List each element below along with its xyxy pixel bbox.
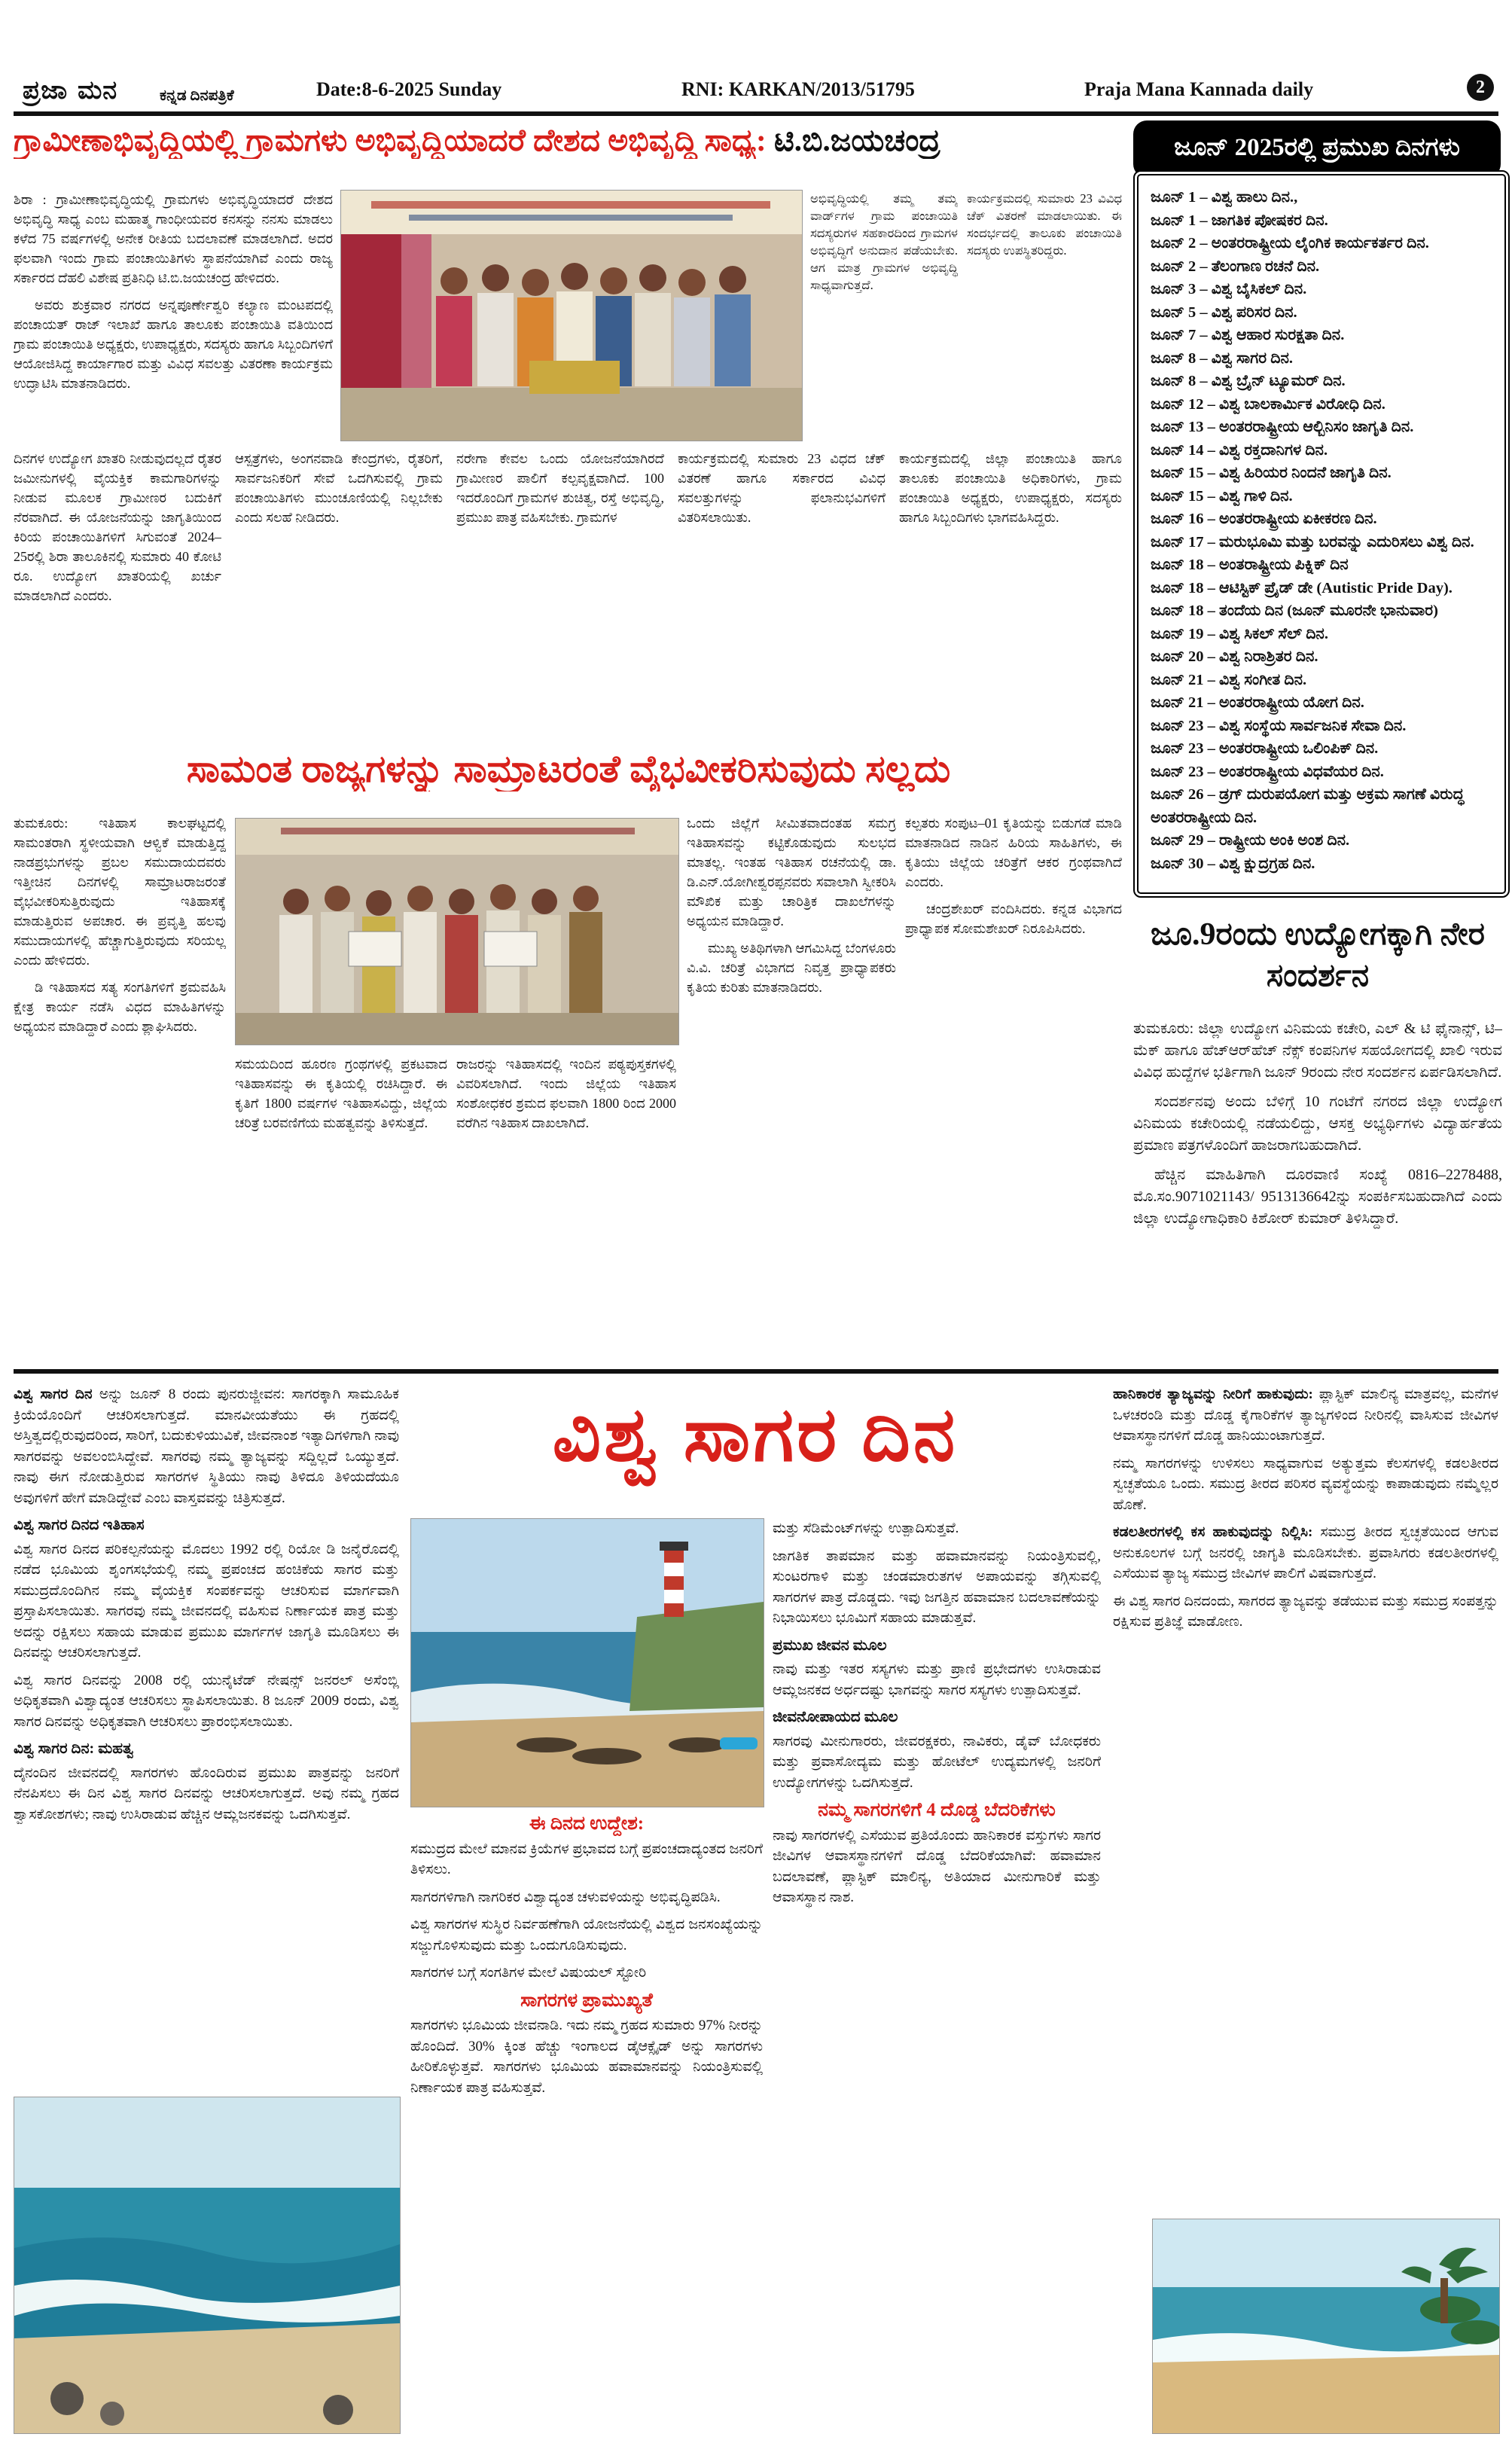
list-item: ಜೂನ್ 13 – ಅಂತರರಾಷ್ಟ್ರೀಯ ಆಲ್ಬಿನಿಸಂ ಜಾಗೃತಿ ದಿನ. (1151, 419, 1414, 435)
article1-headline-red: ಗ್ರಾಮೀಣಾಭಿವೃದ್ಧಿಯಲ್ಲಿ ಗ್ರಾಮಗಳು ಅಭಿವೃದ್ಧಿಯಾದರೆ ದೇಶದ ಅಭಿವೃದ್ಧಿ ಸಾಧ್ಯ: (14, 123, 774, 157)
list-item: ಜೂನ್ 12 – ವಿಶ್ವ ಬಾಲಕಾರ್ಮಿಕ ವಿರೋಧಿ ದಿನ. (1151, 395, 1385, 413)
paragraph: ನರೇಗಾ ಕೇವಲ ಒಂದು ಯೋಜನೆಯಾಗಿರದೆ ಗ್ರಾಮೀಣರ ಪಾಲಿಗೆ ಕಲ್ಪವೃಕ್ಷವಾಗಿದೆ. 100 ಇದರೊಂದಿಗೆ ಗ್ರಾಮಗಳ ಶುಚಿತ್ವ, ರಸ್ತೆ ಅಭಿವೃದ್ಧಿ, ಪ್ರಮುಖ ಪಾತ್ರ ವಹಿಸಬೇಕು. ಗ್ರಾಮಗಳ (456, 451, 664, 525)
list-item: ಜೂನ್ 3 – ವಿಶ್ವ ಬೈಸಿಕಲ್ ದಿನ. (1151, 281, 1307, 297)
paragraph: ಒಂದು ಜಿಲ್ಲೆಗೆ ಸೀಮಿತವಾದಂತಹ ಸಮಗ್ರ ಇತಿಹಾಸವನ್ನು ಕಟ್ಟಿಕೊಡುವುದು ಸುಲಭದ ಮಾತಲ್ಲ. ಇಂತಹ ಇತಿಹಾಸ ರಚನೆಯಲ್ಲಿ ಡಾ. ಡಿ.ಎನ್.ಯೋಗೀಶ್ವರಪ್ಪನವರು ಸವಾಲಾಗಿ ಸ್ವೀಕರಿಸಿ ಮೌಖಿಕ ಮತ್ತು ಚಾರಿತ್ರಿಕ ದಾಖಲೆಗಳನ್ನು ಅಧ್ಯಯನ ಮಾಡಿದ್ದಾರೆ. (687, 816, 896, 929)
article1-col-e (899, 449, 1122, 703)
article2-col3 (687, 813, 896, 1363)
list-item: ಜೂನ್ 15 – ವಿಶ್ವ ಗಾಳಿ ದಿನ. (1151, 487, 1293, 505)
list-item: ಜೂನ್ 2 – ತೆಲಂಗಾಣ ರಚನೆ ದಿನ. (1151, 258, 1320, 275)
article2-col-b1 (235, 1054, 447, 1362)
article1-col-c (456, 449, 664, 703)
paragraph (1113, 1522, 1498, 1585)
lead-rest: ಅನ್ನು ಜೂನ್ 8 ರಂದು ಪುನರುಜ್ಜೀವನ: ಸಾಗರಕ್ಕಾಗಿ ಸಾಮೂಹಿಕ ಕ್ರಿಯೆಯೊಂದಿಗೆ ಆಚರಿಸಲಾಗುತ್ತದೆ. ಮಾನವೀಯತೆಯು ಈ ಗ್ರಹದಲ್ಲಿ ಅಸ್ತಿತ್ವದಲ್ಲಿರುವುದರಿಂದ, ಸಾರಿಗೆ, ಬದುಕುಳಿಯುವಿಕೆ, ಜೀವನಾಂಶ ಇತ್ಯಾದಿಗಳಿಗಾಗಿ ನಾವು ಸಾಗರವನ್ನು ಅವಲಂಬಿಸಿದ್ದೇವೆ. ಸಾಗರವು ನಮ್ಮ ತ್ಯಾಜ್ಯವನ್ನು ಸದ್ದಿಲ್ಲದೆ ಒಯ್ಯುತ್ತದೆ. ನಾವು ಈಗ ನೋಡುತ್ತಿರುವ ಸಾಗರಗಳ ಸ್ಥಿತಿಯು ನಾವು ತಿಳಿದೂ ತಿಳಿಯದೆಯೂ ಅವುಗಳಿಗೆ ಹೇಗೆ ಮಾಡಿದ್ದೇವೆ ಎಂಬ ವಾಸ್ತವವನ್ನು ಚಿತ್ರಿಸುತ್ತದೆ. (14, 1386, 399, 1506)
paragraph: ಹೆಚ್ಚಿನ ಮಾಹಿತಿಗಾಗಿ ದೂರವಾಣಿ ಸಂಖ್ಯೆ 0816–2278488, ಮೊ.ಸಂ.9071021143/ 9513136642ನ್ನು ಸಂಪರ್ಕಿಸಬಹುದಾಗಿದೆ ಎಂದು ಜಿಲ್ಲಾ ಉದ್ಯೋಗಾಧಿಕಾರಿ ಕಿಶೋರ್ ಕುಮಾರ್ ತಿಳಿಸಿದ್ದಾರೆ. (1133, 1167, 1502, 1227)
list-item: ಜೂನ್ 1 – ಜಾಗತಿಕ ಪೋಷಕರ ದಿನ. (1151, 212, 1328, 229)
list-item: ಜೂನ್ 7 – ವಿಶ್ವ ಆಹಾರ ಸುರಕ್ಷತಾ ದಿನ. (1151, 327, 1345, 343)
edition-date: Date:8-6-2025 Sunday (316, 78, 502, 100)
rni-number: RNI: KARKAN/2013/51795 (681, 78, 915, 100)
paragraph: ಮುಖ್ಯ ಅತಿಥಿಗಳಾಗಿ ಆಗಮಿಸಿದ್ದ ಬೆಂಗಳೂರು ವಿ.ವಿ. ಚರಿತ್ರೆ ವಿಭಾಗದ ನಿವೃತ್ತ ಪ್ರಾಧ್ಯಾಪಕರು ಕೃತಿಯ ಕುರಿತು ಮಾತನಾಡಿದರು. (687, 941, 896, 995)
article2-col4 (905, 813, 1122, 1363)
lead-in: ಕಡಲತೀರಗಳಲ್ಲಿ ಕಸ ಹಾಕುವುದನ್ನು ನಿಲ್ಲಿಸಿ: (1113, 1524, 1313, 1540)
photo-beach-waves (14, 2097, 401, 2434)
photo-book-release (235, 818, 679, 1045)
article2-col-b2 (456, 1054, 676, 1362)
paragraph (14, 1384, 399, 1508)
livelihood-subhead: ಜೀವನೋಪಾಯದ ಮೂಲ (773, 1709, 898, 1725)
article1-col-b (235, 449, 443, 703)
list-item: ಜೂನ್ 21 – ವಿಶ್ವ ಸಂಗೀತ ದಿನ. (1151, 671, 1307, 688)
ocean-day-headline: ವಿಶ್ವ ಸಾಗರ ದಿನ (552, 1393, 959, 1477)
list-item: ಜೂನ್ 23 – ವಿಶ್ವ ಸಂಸ್ಥೆಯ ಸಾರ್ವಜನಿಕ ಸೇವಾ ದಿನ. (1151, 717, 1407, 734)
paragraph: ಆಸ್ಪತ್ರೆಗಳು, ಅಂಗನವಾಡಿ ಕೇಂದ್ರಗಳು, ರೈತರಿಗೆ, ಸಾರ್ವಜನಿಕರಿಗೆ ಸೇವೆ ಒದಗಿಸುವಲ್ಲಿ ಗ್ರಾಮ ಪಂಚಾಯಿತಿಗಳು ಮುಂಚೂಣಿಯಲ್ಲಿ ನಿಲ್ಲಬೇಕು ಎಂದು ಸಲಹೆ ನೀಡಿದರು. (235, 451, 443, 525)
paragraph: ದೈನಂದಿನ ಜೀವನದಲ್ಲಿ ಸಾಗರಗಳು ಹೊಂದಿರುವ ಪ್ರಮುಖ ಪಾತ್ರವನ್ನು ಜನರಿಗೆ ನೆನಪಿಸಲು ಈ ದಿನ ವಿಶ್ವ ಸಾಗರ ದಿನವನ್ನು ಆಚರಿಸಲಾಗುತ್ತದೆ. ಅವು ನಮ್ಮ ಗ್ರಹದ ಶ್ವಾಸಕೋಶಗಳು; ನಾವು ಉಸಿರಾಡುವ ಹೆಚ್ಚಿನ ಆಮ್ಲಜನಕವನ್ನು ಒದಗಿಸುತ್ತವೆ. (14, 1764, 399, 1822)
ocean-col-3 (773, 1518, 1101, 2432)
article1-col-right2 (967, 190, 1122, 440)
list-item: ಜೂನ್ 18 – ಅಂತರಾಷ್ಟ್ರೀಯ ಪಿಕ್ನಿಕ್ ದಿನ (1151, 557, 1349, 573)
list-item: ಜೂನ್ 8 – ವಿಶ್ವ ಬ್ರೈನ್ ಟ್ಯೂಮರ್ ದಿನ. (1151, 373, 1346, 389)
paragraph: ಸಾಗರಗಳ ಬಗ್ಗೆ ಸಂಗತಿಗಳ ಮೇಲೆ ವಿಷುಯಲ್ ಸ್ಟೋರಿ (410, 1965, 647, 1981)
ocean-col-center (410, 1809, 763, 2432)
lead-in: ಹಾನಿಕಾರಕ ತ್ಯಾಜ್ಯವನ್ನು ನೀರಿಗೆ ಹಾಕುವುದು: (1113, 1386, 1313, 1402)
paragraph: ಈ ವಿಶ್ವ ಸಾಗರ ದಿನದಂದು, ಸಾಗರದ ತ್ಯಾಜ್ಯವನ್ನು ತಡೆಯುವ ಮತ್ತು ಸಮುದ್ರ ಸಂಪತ್ತನ್ನು ರಕ್ಷಿಸುವ ಪ್ರತಿಜ್ಞೆ ಮಾಡೋಣ. (1113, 1593, 1498, 1630)
paragraph: ದಿನಗಳ ಉದ್ಯೋಗ ಖಾತರಿ ನೀಡುವುದಲ್ಲದೆ ರೈತರ ಜಮೀನುಗಳಲ್ಲಿ ವೈಯಕ್ತಿಕ ಕಾಮಗಾರಿಗಳನ್ನು ನೀಡುವ ಮೂಲಕ ಗ್ರಾಮೀಣರ ಬದುಕಿಗೆ ನೆರವಾಗಿದೆ. ಈ ಯೋಜನೆಯನ್ನು ಜಾಗೃತಿಯಿಂದ ಕಿರಿಯ ಪಂಚಾಯಿತಿಗಳಿಗೆ ಸಿಗುವಂತೆ 2024–25ರಲ್ಲಿ ಶಿರಾ ತಾಲೂಕಿನಲ್ಲಿ ಸುಮಾರು 40 ಕೋಟಿ ರೂ. ಉದ್ಯೋಗ ಖಾತರಿಯಲ್ಲಿ ಖರ್ಚು ಮಾಡಲಾಗಿದೆ ಎಂದರು. (14, 451, 221, 603)
paper-name-english: Praja Mana Kannada daily (1084, 78, 1314, 100)
paragraph: ಮತ್ತು ಸೆಡಿಮೆಂಟ್‌ಗಳನ್ನು ಉತ್ಪಾದಿಸುತ್ತವೆ. (773, 1520, 959, 1536)
ocean-history-subhead: ವಿಶ್ವ ಸಾಗರ ದಿನದ ಇತಿಹಾಸ (14, 1517, 145, 1533)
paragraph: ಡಿ ಇತಿಹಾಸದ ಸತ್ಯ ಸಂಗತಿಗಳಿಗೆ ಶ್ರಮವಹಿಸಿ ಕ್ಷೇತ್ರ ಕಾರ್ಯ ನಡೆಸಿ ವಿಧದ ಮಾಹಿತಿಗಳನ್ನು ಅಧ್ಯಯನ ಮಾಡಿದ್ದಾರೆ ಎಂದು ಶ್ಲಾಘಿಸಿದರು. (14, 980, 226, 1034)
photo-lighthouse-beach (410, 1518, 764, 1807)
header-rule (14, 111, 1498, 116)
sidebar-june-days-box (1133, 170, 1510, 898)
jobs-headline: ಜೂ.9ರಂದು ಉದ್ಯೋಗಕ್ಕಾಗಿ ನೇರ ಸಂದರ್ಶನ (1151, 917, 1485, 993)
list-item: ಜೂನ್ 23 – ಅಂತರರಾಷ್ಟ್ರೀಯ ಒಲಿಂಪಿಕ್ ದಿನ. (1151, 740, 1379, 757)
list-item: ಜೂನ್ 17 – ಮರುಭೂಮಿ ಮತ್ತು ಬರವನ್ನು ಎದುರಿಸಲು ವಿಶ್ವ ದಿನ. (1151, 533, 1474, 551)
paragraph: ಅವರು ಶುಕ್ರವಾರ ನಗರದ ಅನ್ನಪೂರ್ಣೇಶ್ವರಿ ಕಲ್ಯಾಣ ಮಂಟಪದಲ್ಲಿ ಪಂಚಾಯತ್ ರಾಜ್ ಇಲಾಖೆ ಹಾಗೂ ತಾಲೂಕು ಪಂಚಾಯಿತಿ ವತಿಯಿಂದ ಗ್ರಾಮ ಪಂಚಾಯಿತಿ ಅಧ್ಯಕ್ಷರು, ಉಪಾಧ್ಯಕ್ಷರು, ಸದಸ್ಯರು ಹಾಗೂ ಸಿಬ್ಬಂದಿಗಳಿಗೆ ಆಯೋಜಿಸಿದ್ದ ಕಾರ್ಯಾಗಾರ ಮತ್ತು ವಿವಿಧ ಸವಲತ್ತು ವಿತರಣಾ ಕಾರ್ಯಕ್ರಮ ಉದ್ಘಾಟಿಸಿ ಮಾತನಾಡಿದರು. (14, 297, 333, 391)
paragraph: ನಮ್ಮ ಸಾಗರಗಳನ್ನು ಉಳಿಸಲು ಸಾಧ್ಯವಾಗುವ ಅತ್ಯುತ್ತಮ ಕೆಲಸಗಳಲ್ಲಿ ಕಡಲತೀರದ ಸ್ವಚ್ಛತೆಯೂ ಒಂದು. ಸಮುದ್ರ ತೀರದ ಪರಿಸರ ವ್ಯವಸ್ಥೆಯನ್ನು ಕಾಪಾಡುವುದು ನಮ್ಮೆಲ್ಲರ ಹೊಣೆ. (1113, 1455, 1498, 1513)
article1-headline (14, 122, 1123, 159)
sidebar-title: ಜೂನ್ 2025ರಲ್ಲಿ ಪ್ರಮುಖ ದಿನಗಳು (1133, 120, 1501, 175)
ocean-col-left (14, 1384, 399, 2091)
paragraph: ಸಮಯದಿಂದ ಹೂರಣ ಗ್ರಂಥಗಳಲ್ಲಿ ಪ್ರಕಟವಾದ ಇತಿಹಾಸವನ್ನು ಈ ಕೃತಿಯಲ್ಲಿ ರಚಿಸಿದ್ದಾರೆ. ಈ ಕೃತಿಗೆ 1800 ವರ್ಷಗಳ ಇತಿಹಾಸವಿದ್ದು, ಜಿಲ್ಲೆಯ ಚರಿತ್ರೆ ಬರವಣಿಗೆಯ ಮಹತ್ವವನ್ನು ತಿಳಿಸುತ್ತದೆ. (235, 1057, 447, 1130)
photo-beach-palms (1152, 2219, 1500, 2434)
list-item: ಜೂನ್ 18 – ಆಟಿಸ್ಟಿಕ್ ಪ್ರೈಡ್ ಡೇ (Autistic Pride Day). (1151, 579, 1453, 596)
paragraph: ಸಾಗರಗಳಿಗಾಗಿ ನಾಗರಿಕರ ವಿಶ್ವಾದ್ಯಂತ ಚಳುವಳಿಯನ್ನು ಅಭಿವೃದ್ಧಿಪಡಿಸಿ. (410, 1889, 721, 1905)
article1-col1 (14, 190, 333, 440)
page-number-badge: 2 (1467, 74, 1494, 101)
list-item: ಜೂನ್ 26 – ಡ್ರಗ್ ದುರುಪಯೋಗ ಮತ್ತು ಅಕ್ರಮ ಸಾಗಣೆ ವಿರುದ್ಧ ಅಂತರರಾಷ್ಟ್ರೀಯ ದಿನ. (1151, 786, 1465, 826)
jobs-body (1133, 1018, 1502, 1363)
article1-headline-name: ಟಿ.ಬಿ.ಜಯಚಂದ್ರ (773, 123, 940, 157)
paragraph: ಕಾರ್ಯಕ್ರಮದಲ್ಲಿ ಜಿಲ್ಲಾ ಪಂಚಾಯಿತಿ ಹಾಗೂ ತಾಲೂಕು ಪಂಚಾಯಿತಿ ಅಧಿಕಾರಿಗಳು, ಗ್ರಾಮ ಪಂಚಾಯಿತಿ ಅಧ್ಯಕ್ಷರು, ಉಪಾಧ್ಯಕ್ಷರು, ಸದಸ್ಯರು ಹಾಗೂ ಸಿಬ್ಬಂದಿಗಳು ಭಾಗವಹಿಸಿದ್ದರು. (899, 451, 1122, 525)
paragraph: ಚಂದ್ರಶೇಖರ್ ವಂದಿಸಿದರು. ಕನ್ನಡ ವಿಭಾಗದ ಪ್ರಾಧ್ಯಾಪಕ ಸೋಮಶೇಖರ್ ನಿರೂಪಿಸಿದರು. (905, 901, 1122, 936)
sidebar-june-days-list (1151, 186, 1495, 875)
article1-col-right1 (810, 190, 958, 440)
list-item: ಜೂನ್ 18 – ತಂದೆಯ ದಿನ (ಜೂನ್ ಮೂರನೇ ಭಾನುವಾರ) (1151, 602, 1438, 619)
ocean-oceans-importance-subhead: ಸಾಗರಗಳ ಪ್ರಾಮುಖ್ಯತೆ (520, 1990, 653, 2011)
paragraph: ರಾಜರನ್ನು ಇತಿಹಾಸದಲ್ಲಿ ಇಂದಿನ ಪಠ್ಯಪುಸ್ತಕಗಳಲ್ಲಿ ವಿವರಿಸಲಾಗಿದೆ. ಇಂದು ಜಿಲ್ಲೆಯ ಇತಿಹಾಸ ಸಂಶೋಧಕರ ಶ್ರಮದ ಫಲವಾಗಿ 1800 ರಿಂದ 2000 ವರೆಗಿನ ಇತಿಹಾಸ ದಾಖಲಾಗಿದೆ. (456, 1057, 676, 1130)
paragraph: ಜಾಗತಿಕ ತಾಪಮಾನ ಮತ್ತು ಹವಾಮಾನವನ್ನು ನಿಯಂತ್ರಿಸುವಲ್ಲಿ, ಸುಂಟರಗಾಳಿ ಮತ್ತು ಚಂಡಮಾರುತಗಳ ಅಪಾಯವನ್ನು ತಗ್ಗಿಸುವಲ್ಲಿ ಸಾಗರಗಳ ಪಾತ್ರ ದೊಡ್ಡದು. ಇವು ಜಗತ್ತಿನ ಹವಾಮಾನ ಬದಲಾವಣೆಯನ್ನು ನಿಭಾಯಿಸಲು ಭೂಮಿಗೆ ಸಹಾಯ ಮಾಡುತ್ತವೆ. (773, 1548, 1101, 1626)
paragraph (1113, 1384, 1498, 1447)
list-item: ಜೂನ್ 21 – ಅಂತರರಾಷ್ಟ್ರೀಯ ಯೋಗ ದಿನ. (1151, 694, 1364, 711)
list-item: ಜೂನ್ 8 – ವಿಶ್ವ ಸಾಗರ ದಿನ. (1151, 349, 1293, 367)
ocean-col-right (1113, 1384, 1498, 2205)
threats-subhead: ನಮ್ಮ ಸಾಗರಗಳಿಗೆ 4 ದೊಡ್ಡ ಬೆದರಿಕೆಗಳು (818, 1800, 1056, 1820)
paragraph: ವಿಶ್ವ ಸಾಗರ ದಿನವನ್ನು 2008 ರಲ್ಲಿ ಯುನೈಟೆಡ್ ನೇಷನ್ಸ್ ಜನರಲ್ ಅಸೆಂಬ್ಲಿ ಅಧಿಕೃತವಾಗಿ ವಿಶ್ವಾದ್ಯಂತ ಆಚರಿಸಲು ಸ್ಥಾಪಿಸಲಾಯಿತು. 8 ಜೂನ್ 2009 ರಂದು, ವಿಶ್ವ ಸಾಗರ ದಿನವನ್ನು ಅಧಿಕೃತವಾಗಿ ಆಚರಿಸಲು ಪ್ರಾರಂಭಿಸಲಾಯಿತು. (14, 1672, 399, 1730)
paragraph: ತುಮಕೂರು: ಜಿಲ್ಲಾ ಉದ್ಯೋಗ ವಿನಿಮಯ ಕಚೇರಿ, ಎಲ್ & ಟಿ ಫೈನಾನ್ಸ್, ಟಿ–ಮೆಕ್ ಹಾಗೂ ಹೆಚ್‌ಆರ್‌ಹೆಚ್ ನೆಕ್ಸ್ ಕಂಪನಿಗಳ ಸಹಯೋಗದಲ್ಲಿ ಖಾಲಿ ಇರುವ ವಿವಿಧ ಹುದ್ದೆಗಳ ಭರ್ತಿಗಾಗಿ ಜೂನ್ 9ರಂದು ನೇರ ಸಂದರ್ಶನ ಏರ್ಪಡಿಸಲಾಗಿದೆ. (1133, 1020, 1502, 1081)
ocean-purpose-subhead: ಈ ದಿನದ ಉದ್ದೇಶ: (529, 1813, 645, 1834)
paragraph: ತುಮಕೂರು: ಇತಿಹಾಸ ಕಾಲಘಟ್ಟದಲ್ಲಿ ಸಾಮಂತರಾಗಿ ಸ್ಥಳೀಯವಾಗಿ ಆಳ್ವಿಕೆ ಮಾಡುತ್ತಿದ್ದ ನಾಡಪ್ರಭುಗಳನ್ನು ಪ್ರಬಲ ಸಮುದಾಯದವರು ಇತ್ತೀಚಿನ ದಿನಗಳಲ್ಲಿ ಸಾಮ್ರಾಟರಾಜರಂತೆ ವೈಭವೀಕರಿಸುತ್ತಿರುವುದು ಇತಿಹಾಸಕ್ಕೆ ಮಾಡುತ್ತಿರುವ ಅಪಚಾರ. ಈ ಪ್ರವೃತ್ತಿ ಹಲವು ಸಮುದಾಯಗಳಲ್ಲಿ ಹೆಚ್ಚಾಗುತ್ತಿರುವುದು ಸರಿಯಲ್ಲ ಎಂದು ಹೇಳಿದರು. (14, 816, 226, 968)
photo-event-group (340, 190, 803, 441)
paragraph: ಸಾಗರವು ಮೀನುಗಾರರು, ಜೀವರಕ್ಷಕರು, ನಾವಿಕರು, ಡೈವ್ ಬೋಧಕರು ಮತ್ತು ಪ್ರವಾಸೋದ್ಯಮ ಮತ್ತು ಹೋಟೆಲ್ ಉದ್ಯಮಗಳಲ್ಲಿ ಜನರಿಗೆ ಉದ್ಯೋಗಗಳನ್ನು ಒದಗಿಸುತ್ತದೆ. (773, 1733, 1101, 1791)
paragraph: ಸಾಗರಗಳು ಭೂಮಿಯ ಜೀವನಾಡಿ. ಇದು ನಮ್ಮ ಗ್ರಹದ ಸುಮಾರು 97% ನೀರನ್ನು ಹೊಂದಿದೆ. 30% ಕ್ಕಿಂತ ಹೆಚ್ಚು ಇಂಗಾಲದ ಡೈಆಕ್ಸೈಡ್ ಅನ್ನು ಸಾಗರಗಳು ಹೀರಿಕೊಳ್ಳುತ್ತವೆ. ಸಾಗರಗಳು ಭೂಮಿಯ ಹವಾಮಾನವನ್ನು ನಿಯಂತ್ರಿಸುವಲ್ಲಿ ನಿರ್ಣಾಯಕ ಪಾತ್ರ ವಹಿಸುತ್ತವೆ. (410, 2018, 763, 2096)
article1-col-d (678, 449, 886, 703)
paragraph: ಸಂದರ್ಶನವು ಅಂದು ಬೆಳಿಗ್ಗೆ 10 ಗಂಟೆಗೆ ನಗರದ ಜಿಲ್ಲಾ ಉದ್ಯೋಗ ವಿನಿಮಯ ಕಚೇರಿಯಲ್ಲಿ ನಡೆಯಲಿದ್ದು, ಆಸಕ್ತ ಅಭ್ಯರ್ಥಿಗಳು ವಿದ್ಯಾರ್ಹತೆಯ ಪ್ರಮಾಣ ಪತ್ರಗಳೊಂದಿಗೆ ಹಾಜರಾಗಬಹುದಾಗಿದೆ. (1133, 1093, 1502, 1154)
list-item: ಜೂನ್ 14 – ವಿಶ್ವ ರಕ್ತದಾನಿಗಳ ದಿನ. (1151, 441, 1328, 459)
paragraph: ಕಾರ್ಯಕ್ರಮದಲ್ಲಿ ಸುಮಾರು 23 ವಿವಿಧ ಚೆಕ್ ವಿತರಣೆ ಮಾಡಲಾಯಿತು. ಈ ಸಂದರ್ಭದಲ್ಲಿ ತಾಲೂಕು ಪಂಚಾಯಿತಿ ಸದಸ್ಯರು ಉಪಸ್ಥಿತರಿದ್ದರು. (967, 191, 1122, 258)
paragraph: ನಾವು ಸಾಗರಗಳಲ್ಲಿ ಎಸೆಯುವ ಪ್ರತಿಯೊಂದು ಹಾನಿಕಾರಕ ವಸ್ತುಗಳು ಸಾಗರ ಜೀವಿಗಳ ಆವಾಸಸ್ಥಾನಗಳಿಗೆ ದೊಡ್ಡ ಬೆದರಿಕೆಯಾಗಿವೆ: ಹವಾಮಾನ ಬದಲಾವಣೆ, ಪ್ಲಾಸ್ಟಿಕ್ ಮಾಲಿನ್ಯ, ಅತಿಯಾದ ಮೀನುಗಾರಿಕೆ ಮತ್ತು ಆವಾಸಸ್ಥಾನ ನಾಶ. (773, 1827, 1101, 1905)
paragraph: ನಾವು ಮತ್ತು ಇತರ ಸಸ್ಯಗಳು ಮತ್ತು ಪ್ರಾಣಿ ಪ್ರಭೇದಗಳು ಉಸಿರಾಡುವ ಆಮ್ಲಜನಕದ ಅರ್ಧದಷ್ಟು ಭಾಗವನ್ನು ಸಾಗರ ಸಸ್ಯಗಳು ಉತ್ಪಾದಿಸುತ್ತವೆ. (773, 1661, 1101, 1698)
list-item: ಜೂನ್ 1 – ವಿಶ್ವ ಹಾಲು ದಿನ., (1151, 189, 1298, 206)
paragraph: ಸಮುದ್ರದ ಮೇಲೆ ಮಾನವ ಕ್ರಿಯೆಗಳ ಪ್ರಭಾವದ ಬಗ್ಗೆ ಪ್ರಪಂಚದಾದ್ಯಂತದ ಜನರಿಗೆ ತಿಳಿಸಲು. (410, 1841, 763, 1877)
paragraph: ಕಾರ್ಯಕ್ರಮದಲ್ಲಿ ಸುಮಾರು 23 ವಿಧದ ಚೆಕ್ ವಿತರಣೆ ಹಾಗೂ ಸರ್ಕಾರದ ವಿವಿಧ ಸವಲತ್ತುಗಳನ್ನು ಫಲಾನುಭವಿಗಳಿಗೆ ವಿತರಿಸಲಾಯಿತು. (678, 451, 886, 525)
list-item: ಜೂನ್ 29 – ರಾಷ್ಟ್ರೀಯ ಅಂಕಿ ಅಂಶ ದಿನ. (1151, 832, 1350, 849)
section-rule (14, 1369, 1498, 1374)
paragraph: ಕಲ್ಪತರು ಸಂಪುಟ–01 ಕೃತಿಯನ್ನು ಬಿಡುಗಡೆ ಮಾಡಿ ಮಾತನಾಡಿದ ನಾಡಿನ ಹಿರಿಯ ಸಾಹಿತಿಗಳು, ಈ ಕೃತಿಯು ಜಿಲ್ಲೆಯ ಚರಿತ್ರೆಗೆ ಆಕರ ಗ್ರಂಥವಾಗಿದೆ ಎಂದರು. (905, 816, 1122, 889)
ocean-importance-subhead: ವಿಶ್ವ ಸಾಗರ ದಿನ: ಮಹತ್ವ (14, 1740, 134, 1757)
article1-col-a (14, 449, 221, 703)
lead-rest: ಸಮುದ್ರ ತೀರದ ಸ್ವಚ್ಛತೆಯಿಂದ ಆಗುವ ಅನುಕೂಲಗಳ ಬಗ್ಗೆ ಜನರಲ್ಲಿ ಜಾಗೃತಿ ಮೂಡಿಸಬೇಕು. ಪ್ರವಾಸಿಗರು ಕಡಲತೀರಗಳಲ್ಲಿ ಎಸೆಯುವ ತ್ಯಾಜ್ಯ ಸಮುದ್ರ ಜೀವಿಗಳ ಪಾಲಿಗೆ ವಿಷವಾಗುತ್ತದೆ. (1113, 1524, 1498, 1581)
list-item: ಜೂನ್ 19 – ವಿಶ್ವ ಸಿಕಲ್ ಸೆಲ್ ದಿನ. (1151, 625, 1328, 642)
list-item: ಜೂನ್ 23 – ಅಂತರರಾಷ್ಟ್ರೀಯ ವಿಧವೆಯರ ದಿನ. (1151, 763, 1384, 780)
lead-in: ವಿಶ್ವ ಸಾಗರ ದಿನ (14, 1386, 93, 1402)
lead-rest: ಪ್ಲಾಸ್ಟಿಕ್ ಮಾಲಿನ್ಯ ಮಾತ್ರವಲ್ಲ, ಮನೆಗಳ ಒಳಚರಂಡಿ ಮತ್ತು ದೊಡ್ಡ ಕೈಗಾರಿಕೆಗಳ ತ್ಯಾಜ್ಯಗಳಿಂದ ನೀರಿನಲ್ಲಿ ವಾಸಿಸುವ ಜೀವಿಗಳ ಆವಾಸಸ್ಥಾನಗಳಿಗೆ ದೊಡ್ಡ ಹಾನಿಯುಂಟಾಗುತ್ತದೆ. (1113, 1386, 1498, 1444)
list-item: ಜೂನ್ 16 – ಅಂತರರಾಷ್ಟ್ರೀಯ ಏಕೀಕರಣ ದಿನ. (1151, 511, 1377, 527)
paragraph: ವಿಶ್ವ ಸಾಗರ ದಿನದ ಪರಿಕಲ್ಪನೆಯನ್ನು ಮೊದಲು 1992 ರಲ್ಲಿ ರಿಯೋ ಡಿ ಜನೈರೊದಲ್ಲಿ ನಡೆದ ಭೂಮಿಯ ಶೃಂಗಸಭೆಯಲ್ಲಿ ನಮ್ಮ ಪ್ರಪಂಚದ ಹಂಚಿಕೆಯ ಸಾಗರ ಮತ್ತು ಸಮುದ್ರದೊಂದಿಗಿನ ನಮ್ಮ ವೈಯಕ್ತಿಕ ಸಂಪರ್ಕವನ್ನು ಆಚರಿಸುವ ಮಾರ್ಗವಾಗಿ ಪ್ರಸ್ತಾಪಿಸಲಾಯಿತು. ಸಾಗರವು ನಮ್ಮ ಜೀವನದಲ್ಲಿ ವಹಿಸುವ ನಿರ್ಣಾಯಕ ಪಾತ್ರ ಮತ್ತು ಅದನ್ನು ರಕ್ಷಿಸಲು ಸಹಾಯ ಮಾಡುವ ಪ್ರಮುಖ ಮಾರ್ಗಗಳ ಜಾಗೃತಿ ಮೂಡಿಸಲು ಈ ದಿನವನ್ನು ಆಚರಿಸಲಾಗುತ್ತದೆ. (14, 1541, 399, 1661)
paragraph: ಶಿರಾ : ಗ್ರಾಮೀಣಾಭಿವೃದ್ಧಿಯಲ್ಲಿ ಗ್ರಾಮಗಳು ಅಭಿವೃದ್ಧಿಯಾದರೆ ದೇಶದ ಅಭಿವೃದ್ಧಿ ಸಾಧ್ಯ ಎಂಬ ಮಹಾತ್ಮ ಗಾಂಧೀಯವರ ಕನಸನ್ನು ನನಸು ಮಾಡಲು ಕಳೆದ 75 ವರ್ಷಗಳಲ್ಲಿ ಅನೇಕ ರೀತಿಯ ಬದಲಾವಣೆ ಮಾಡಲಾಗಿದೆ. ಅದರ ಫಲವಾಗಿ ಇಂದು ಗ್ರಾಮ ಪಂಚಾಯಿತಿಗಳು ಸ್ಥಾಪನೆಯಾಗಿವೆ ಎಂದು ರಾಜ್ಯ ಸರ್ಕಾರದ ದೆಹಲಿ ವಿಶೇಷ ಪ್ರತಿನಿಧಿ ಟಿ.ಬಿ.ಜಯಚಂದ್ರ ಹೇಳಿದರು. (14, 192, 333, 285)
list-item: ಜೂನ್ 15 – ವಿಶ್ವ ಹಿರಿಯರ ನಿಂದನೆ ಜಾಗೃತಿ ದಿನ. (1151, 465, 1392, 481)
list-item: ಜೂನ್ 20 – ವಿಶ್ವ ನಿರಾಶ್ರಿತರ ದಿನ. (1151, 648, 1318, 665)
list-item: ಜೂನ್ 30 – ವಿಶ್ವ ಕ್ಷುದ್ರಗ್ರಹ ದಿನ. (1151, 855, 1315, 872)
list-item: ಜೂನ್ 5 – ವಿಶ್ವ ಪರಿಸರ ದಿನ. (1151, 303, 1297, 321)
article2-headline: ಸಾಮಂತ ರಾಜ್ಯಗಳನ್ನು ಸಾಮ್ರಾಟರಂತೆ ವೈಭವೀಕರಿಸುವುದು ಸಲ್ಲದು (186, 748, 951, 790)
paragraph: ವಿಶ್ವ ಸಾಗರಗಳ ಸುಸ್ಥಿರ ನಿರ್ವಹಣೆಗಾಗಿ ಯೋಜನೆಯಲ್ಲಿ ವಿಶ್ವದ ಜನಸಂಖ್ಯೆಯನ್ನು ಸಜ್ಜುಗೊಳಿಸುವುದು ಮತ್ತು ಒಂದುಗೂಡಿಸುವುದು. (410, 1917, 763, 1954)
paragraph: ಅಭಿವೃದ್ಧಿಯಲ್ಲಿ ತಮ್ಮ ತಮ್ಮ ವಾರ್ಡ್‌ಗಳ ಗ್ರಾಮ ಪಂಚಾಯಿತಿ ಸದಸ್ಯರುಗಳ ಸಹಕಾರದಿಂದ ಗ್ರಾಮಗಳ ಅಭಿವೃದ್ಧಿಗೆ ಅನುದಾನ ಪಡೆಯಬೇಕು. ಆಗ ಮಾತ್ರ ಗ್ರಾಮಗಳ ಅಭಿವೃದ್ಧಿ ಸಾಧ್ಯವಾಗುತ್ತದೆ. (810, 191, 958, 292)
logo-tagline: ಕನ್ನಡ ದಿನಪತ್ರಿಕೆ (160, 87, 234, 104)
article2-col1 (14, 813, 226, 1363)
list-item: ಜೂನ್ 2 – ಅಂತರರಾಷ್ಟ್ರೀಯ ಲೈಂಗಿಕ ಕಾರ್ಯಕರ್ತರ ದಿನ. (1151, 235, 1429, 252)
newspaper-logo: ಪ್ರಜಾ ಮನ (23, 75, 118, 105)
life-source-subhead: ಪ್ರಮುಖ ಜೀವನ ಮೂಲ (773, 1636, 887, 1654)
